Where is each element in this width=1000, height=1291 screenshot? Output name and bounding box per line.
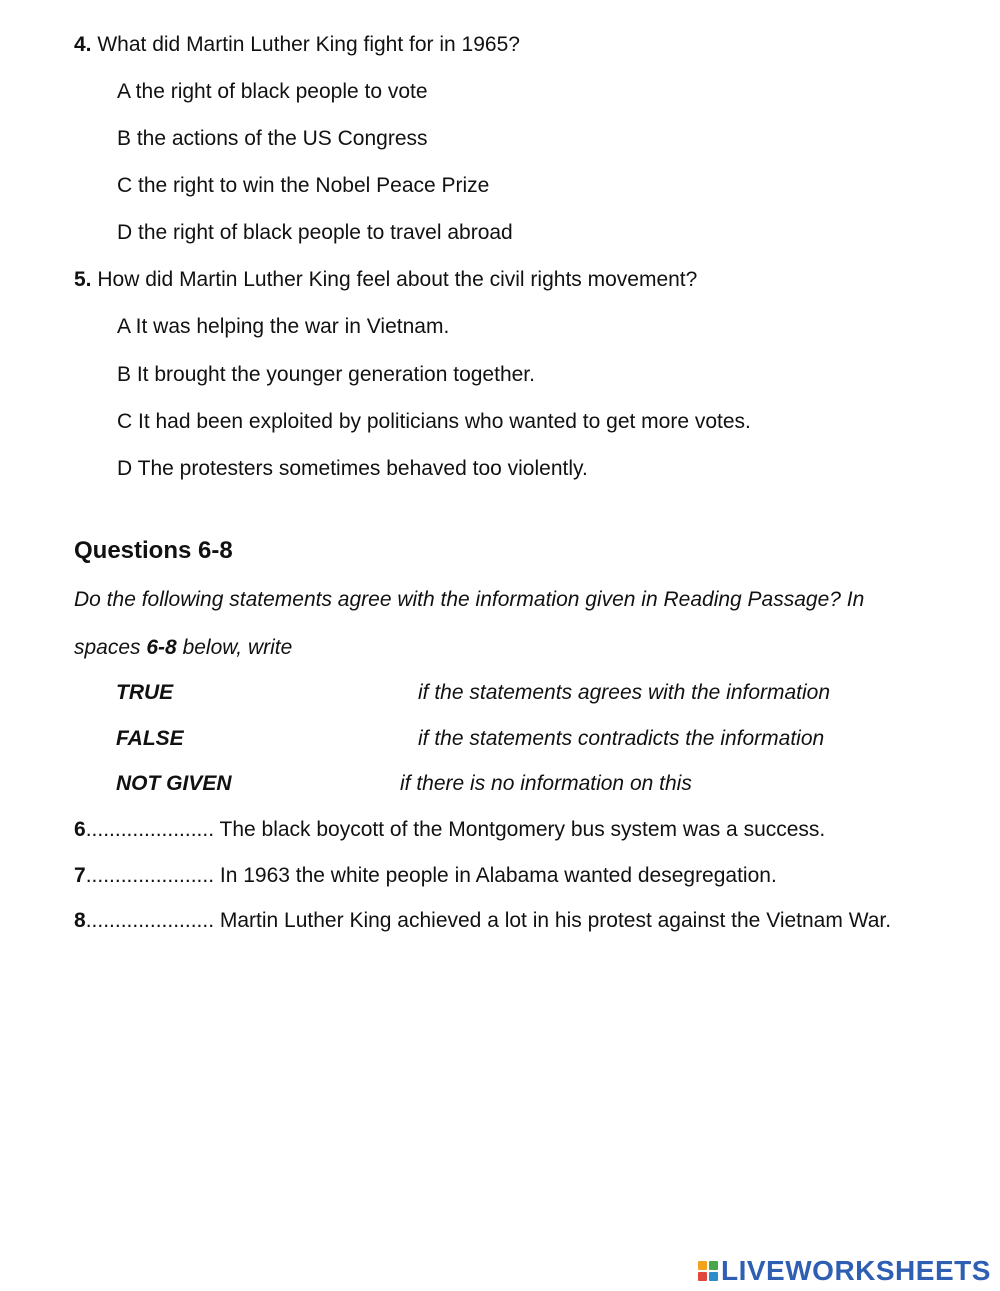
instruction-line-1: Do the following statements agree with the information given in Reading Passage? In	[74, 588, 865, 611]
statement-6-text: The black boycott of the Montgomery bus system was a success.	[214, 818, 826, 841]
statement-8-text: Martin Luther King achieved a lot in his protest against the Vietnam War.	[214, 909, 892, 932]
question-4-text: What did Martin Luther King fight for in 1965?	[97, 33, 520, 56]
logo-square-2	[709, 1261, 718, 1270]
statement-7-number: 7	[74, 864, 86, 887]
question-5-option-b: B It brought the younger generation together.	[117, 363, 535, 386]
liveworksheets-logo-icon	[698, 1261, 718, 1281]
instruction-line-2	[74, 636, 292, 660]
question-5	[74, 268, 697, 292]
question-5-number: 5.	[74, 268, 92, 291]
key-true-desc: if the statements agrees with the information	[418, 681, 831, 704]
key-not-given-label: NOT GIVEN	[116, 772, 232, 795]
question-4-option-c: C the right to win the Nobel Peace Prize	[117, 174, 490, 197]
statement-7-text: In 1963 the white people in Alabama wanted desegregation.	[214, 864, 777, 887]
statement-8	[74, 909, 891, 933]
instruction-range: 6-8	[146, 636, 177, 659]
statement-6	[74, 818, 825, 842]
question-4	[74, 33, 520, 57]
liveworksheets-logo	[698, 1256, 991, 1286]
logo-square-1	[698, 1261, 707, 1270]
key-not-given-desc: if there is no information on this	[400, 772, 692, 795]
instruction-line-2-pre: spaces	[74, 636, 147, 659]
logo-text: LIVEWORKSHEETS	[721, 1255, 991, 1286]
question-5-text: How did Martin Luther King feel about the civil rights movement?	[97, 268, 698, 291]
question-5-option-d: D The protesters sometimes behaved too violently.	[117, 457, 588, 480]
question-5-option-c: C It had been exploited by politicians who wanted to get more votes.	[117, 410, 751, 433]
statement-6-number: 6	[74, 818, 86, 841]
key-true-label: TRUE	[116, 681, 174, 704]
question-4-option-d: D the right of black people to travel abroad	[117, 221, 513, 244]
key-false-desc: if the statements contradicts the information	[418, 727, 825, 750]
instruction-line-2-post: below, write	[176, 636, 293, 659]
logo-square-3	[698, 1272, 707, 1281]
question-4-option-b: B the actions of the US Congress	[117, 127, 428, 150]
statement-8-blank[interactable]: ......................	[85, 909, 215, 932]
question-5-option-a: A It was helping the war in Vietnam.	[117, 315, 450, 338]
statement-7-blank[interactable]: ......................	[85, 864, 215, 887]
key-false-label: FALSE	[116, 727, 184, 750]
statement-8-number: 8	[74, 909, 86, 932]
statement-6-blank[interactable]: ......................	[85, 818, 215, 841]
question-4-number: 4.	[74, 33, 92, 56]
section-heading: Questions 6-8	[74, 537, 233, 564]
statement-7	[74, 864, 777, 888]
question-4-option-a: A the right of black people to vote	[117, 80, 428, 103]
logo-square-4	[709, 1272, 718, 1281]
